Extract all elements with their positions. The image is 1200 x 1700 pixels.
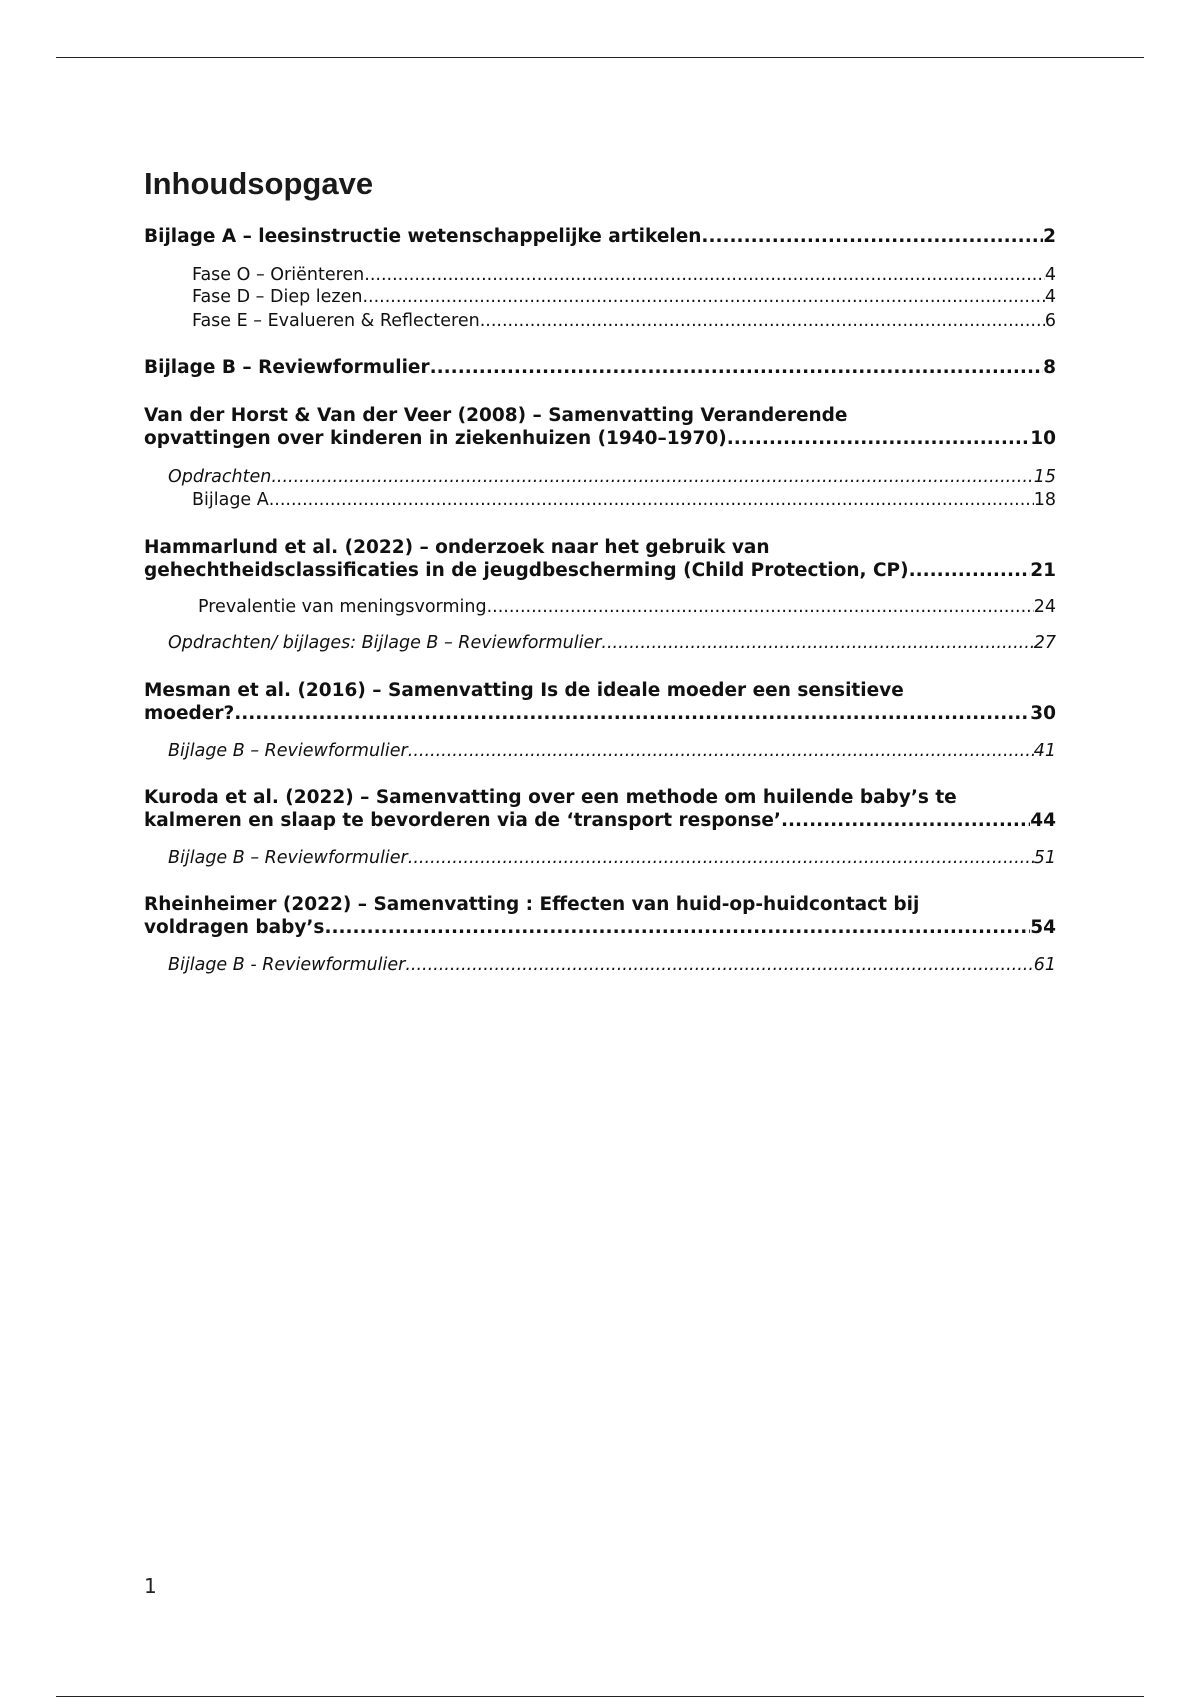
toc-page-number: 21	[1030, 559, 1056, 581]
header-rule	[56, 57, 1144, 58]
toc-entry-text: kalmeren en slaap te bevorderen via de ‘transport response’	[144, 809, 781, 831]
toc-page-number: 41	[1033, 741, 1056, 761]
toc-entry-bijlage-a-sub[interactable]	[192, 489, 1056, 511]
toc-page-number: 51	[1033, 848, 1056, 868]
toc-entry-first-line: Kuroda et al. (2022) – Samenvatting over een methode om huilende baby’s te	[144, 787, 957, 808]
dot-leader	[408, 740, 1034, 762]
dot-leader	[430, 357, 1044, 380]
toc-page-number: 44	[1030, 809, 1056, 831]
dot-leader	[324, 917, 1030, 940]
toc-entry-text: moeder?	[144, 702, 235, 724]
dot-leader	[727, 428, 1031, 451]
toc-entry-text: Fase D – Diep lezen	[192, 287, 363, 307]
toc-entry-text: Prevalentie van meningsvorming	[198, 597, 487, 617]
toc-page-number: 30	[1030, 702, 1056, 724]
toc-entry-fase-e[interactable]	[192, 310, 1056, 332]
toc-entry-text: Opdrachten	[168, 467, 272, 487]
toc-entry-text: gehechtheidsclassificaties in de jeugdbescherming (Child Protection, CP)	[144, 559, 909, 581]
toc-page-number: 10	[1030, 427, 1056, 449]
dot-leader	[408, 847, 1034, 869]
dot-leader	[601, 632, 1033, 654]
toc-page-number: 27	[1033, 633, 1056, 653]
toc-page-number: 54	[1030, 916, 1056, 938]
toc-entry-fase-o[interactable]	[192, 264, 1056, 286]
toc-entry-text: opvattingen over kinderen in ziekenhuizen (1940–1970)	[144, 427, 727, 449]
toc-page-number: 4	[1044, 287, 1056, 307]
footer-rule	[56, 1696, 1144, 1697]
toc-entry-van-der-horst[interactable]	[144, 405, 1056, 450]
toc-page-number: 8	[1043, 357, 1056, 378]
toc-entry-text: Opdrachten/ bijlages: Bijlage B – Reviewformulier	[168, 633, 602, 653]
toc-entry-fase-d[interactable]	[192, 286, 1056, 308]
dot-leader	[781, 810, 1030, 833]
toc-page-number: 24	[1033, 597, 1056, 617]
toc-entry-text: Bijlage B – Reviewformulier	[168, 848, 408, 868]
toc-entry-first-line: Van der Horst & Van der Veer (2008) – Samenvatting Veranderende	[144, 405, 848, 426]
toc-entry-text: Fase E – Evalueren & Reflecteren	[192, 311, 480, 331]
toc-entry-text: Bijlage B - Reviewformulier	[168, 955, 406, 975]
toc-entry-rheinheimer[interactable]	[144, 894, 1056, 939]
page-number: 1	[144, 1574, 157, 1598]
toc-page-number: 4	[1044, 265, 1056, 285]
toc-entry-text: Bijlage A	[192, 490, 269, 510]
toc-entry-kuroda[interactable]	[144, 787, 1056, 832]
dot-leader	[480, 310, 1045, 332]
toc-entry-text: Bijlage A – leesinstructie wetenschappelijke artikelen	[144, 226, 702, 247]
toc-entry-opdrachten-bijlages[interactable]	[168, 632, 1056, 654]
toc-entry-mesman[interactable]	[144, 680, 1056, 725]
toc-entry-bijlage-b[interactable]	[144, 357, 1056, 380]
dot-leader	[405, 954, 1033, 976]
toc-page-number: 18	[1033, 490, 1056, 510]
toc-entry-opdrachten[interactable]	[168, 466, 1056, 488]
dot-leader	[364, 264, 1045, 286]
toc-entry-mesman-bijlage-b[interactable]	[168, 740, 1056, 762]
toc-page-number: 15	[1033, 467, 1056, 487]
toc-entry-hammarlund[interactable]	[144, 537, 1056, 582]
dot-leader	[234, 703, 1030, 726]
toc-page-number: 61	[1033, 955, 1056, 975]
toc-entry-text: voldragen baby’s	[144, 916, 325, 938]
toc-entry-prevalentie[interactable]	[198, 596, 1056, 618]
toc-title: Inhoudsopgave	[144, 166, 374, 201]
dot-leader	[487, 596, 1034, 618]
dot-leader	[362, 286, 1044, 308]
dot-leader	[269, 489, 1034, 511]
dot-leader	[701, 226, 1043, 249]
toc-entry-text: Fase O – Oriënteren	[192, 265, 365, 285]
toc-page-number: 2	[1043, 226, 1056, 247]
dot-leader	[909, 560, 1031, 583]
toc-page-number: 6	[1044, 311, 1056, 331]
toc-entry-bijlage-a[interactable]	[144, 226, 1056, 249]
toc-entry-kuroda-bijlage-b[interactable]	[168, 847, 1056, 869]
toc-entry-first-line: Mesman et al. (2016) – Samenvatting Is de ideale moeder een sensitieve	[144, 680, 904, 701]
toc-entry-text: Bijlage B – Reviewformulier	[144, 357, 430, 378]
toc-entry-rheinheimer-bijlage-b[interactable]	[168, 954, 1056, 976]
toc-entry-text: Bijlage B – Reviewformulier	[168, 741, 408, 761]
dot-leader	[271, 466, 1033, 488]
toc-entry-first-line: Rheinheimer (2022) – Samenvatting : Effecten van huid-op-huidcontact bij	[144, 894, 920, 915]
toc-entry-first-line: Hammarlund et al. (2022) – onderzoek naar het gebruik van	[144, 537, 770, 558]
